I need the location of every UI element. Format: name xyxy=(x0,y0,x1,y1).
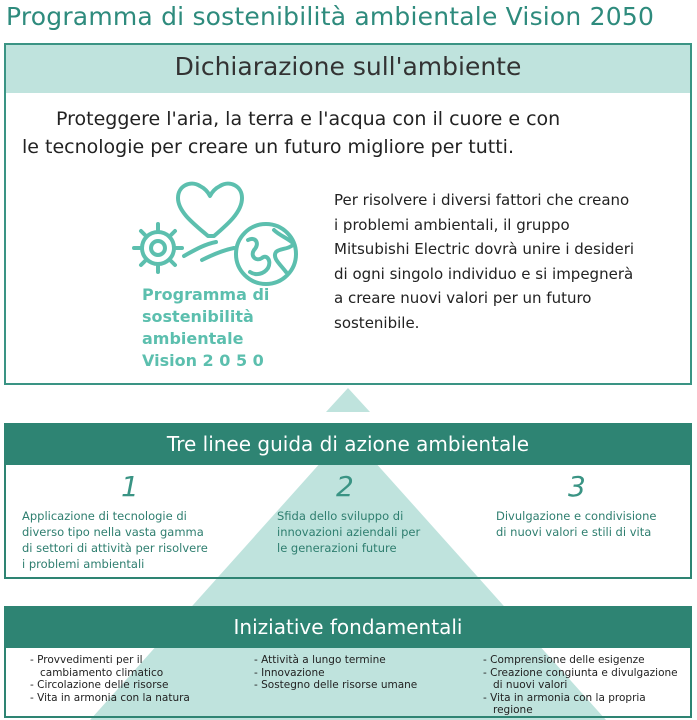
initiative-item: - Sostegno delle risorse umane xyxy=(254,679,418,691)
guidelines-header xyxy=(4,423,692,465)
guideline-text xyxy=(496,508,686,540)
guideline-line: Divulgazione e condivisione xyxy=(496,509,657,523)
guideline-number: 2 xyxy=(336,470,354,503)
initiative-item: - Creazione congiunta e divulgazione xyxy=(483,666,678,679)
guideline-line: innovazioni aziendali per xyxy=(277,525,421,539)
initiative-item: - Attività a lungo termine xyxy=(254,654,386,666)
paragraph-line: i problemi ambientali, il gruppo xyxy=(334,215,570,234)
initiatives-title: Iniziative fondamentali xyxy=(233,615,463,639)
guideline-number: 3 xyxy=(568,470,586,503)
logo-text xyxy=(142,284,302,372)
globe-icon xyxy=(236,224,296,284)
declaration-title: Dichiarazione sull'ambiente xyxy=(174,52,522,81)
guideline-line: le generazioni future xyxy=(277,541,397,555)
initiative-item: - Provvedimenti per il xyxy=(30,654,143,666)
guideline-text xyxy=(277,508,447,556)
initiative-item: regione xyxy=(493,704,533,716)
logo-text-line: Programma di xyxy=(142,285,270,304)
initiative-item: - Vita in armonia con la propria xyxy=(483,691,646,704)
initiatives-column xyxy=(30,654,245,704)
logo-text-line: ambientale xyxy=(142,329,244,348)
paragraph-line: a creare nuovi valori per un futuro xyxy=(334,289,592,307)
declaration-box xyxy=(4,43,692,385)
page-title: Programma di sostenibilità ambientale Vision 2050 xyxy=(6,2,655,31)
logo-text-line: sostenibilità xyxy=(142,307,254,326)
initiatives-column xyxy=(483,654,693,717)
guideline-text xyxy=(22,508,232,572)
initiative-item: di nuovi valori xyxy=(493,679,568,691)
guideline-number: 1 xyxy=(121,470,139,503)
guideline-line: di nuovi valori e stili di vita xyxy=(496,525,652,539)
statement-line: le tecnologie per creare un futuro migliore per tutti. xyxy=(22,136,514,158)
initiative-item: - Circolazione delle risorse xyxy=(30,679,169,691)
logo-text-line: Vision 2 0 5 0 xyxy=(142,351,264,370)
declaration-statement xyxy=(22,105,676,161)
initiative-item: - Innovazione xyxy=(254,666,325,679)
statement-line: Proteggere l'aria, la terra e l'acqua con il cuore e con xyxy=(56,108,561,130)
initiative-item: - Comprensione delle esigenze xyxy=(483,654,645,666)
gear-icon xyxy=(134,224,182,272)
guideline-line: Applicazione di tecnologie di xyxy=(22,509,187,523)
declaration-paragraph xyxy=(334,188,684,335)
vision-logo xyxy=(124,178,304,290)
paragraph-line: di ogni singolo individuo e si impegnerà xyxy=(334,264,634,283)
guideline-line: Sfida dello sviluppo di xyxy=(277,509,404,523)
initiative-item: cambiamento climatico xyxy=(40,666,164,679)
guideline-line: di settori di attività per risolvere xyxy=(22,541,208,555)
guideline-line: diverso tipo nella vasta gamma xyxy=(22,525,204,539)
heart-icon xyxy=(178,184,242,236)
initiatives-header xyxy=(4,606,692,648)
guideline-line: i problemi ambientali xyxy=(22,557,145,571)
paragraph-line: sostenibile. xyxy=(334,313,420,332)
initiative-item: - Vita in armonia con la natura xyxy=(30,691,190,704)
paragraph-line: Mitsubishi Electric dovrà unire i desideri xyxy=(334,240,635,258)
initiatives-column xyxy=(254,654,454,692)
paragraph-line: Per risolvere i diversi fattori che creano xyxy=(334,191,630,209)
declaration-header xyxy=(6,45,690,93)
guidelines-title: Tre linee guida di azione ambientale xyxy=(166,432,530,456)
